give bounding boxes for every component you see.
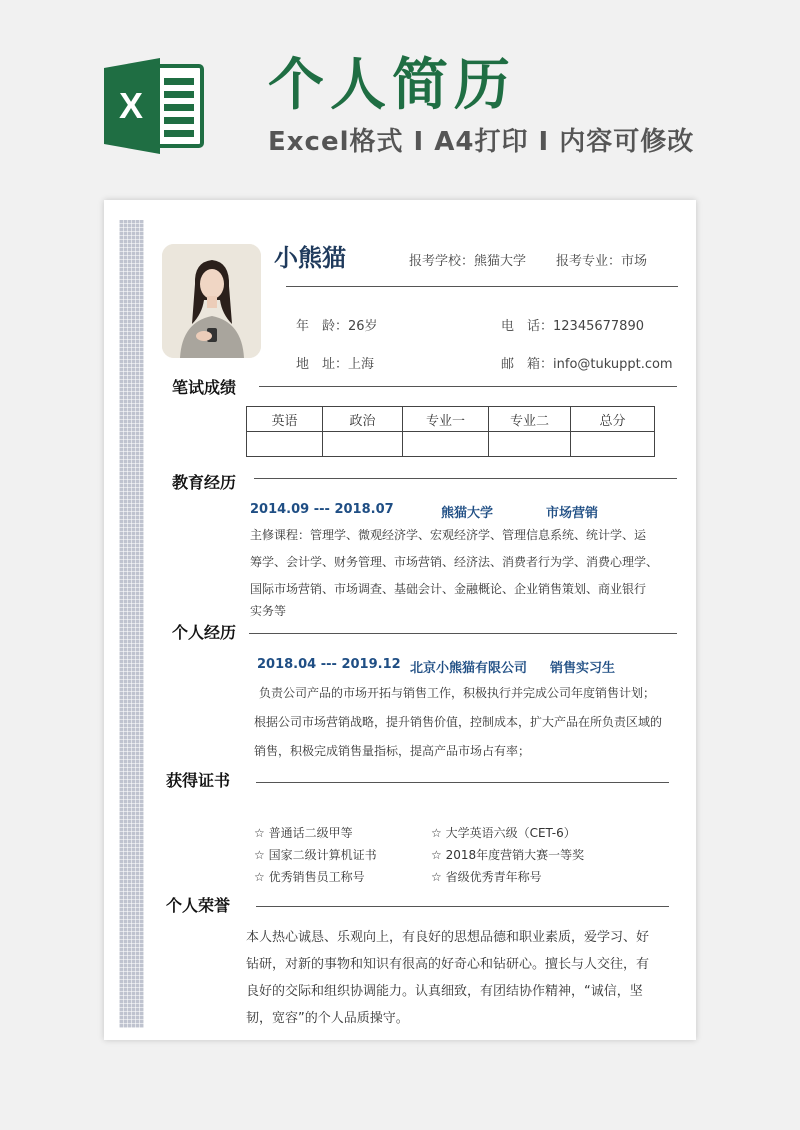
text-line: 本人热心诚恳、乐观向上，有良好的思想品德和职业素质，爱学习、好 bbox=[246, 930, 650, 945]
text-line: 韧，宽容”的个人品质操守。 bbox=[246, 1011, 409, 1026]
text-line: 筹学、会计学、财务管理、市场营销、经济法、消费者行为学、消费心理学、 bbox=[250, 555, 659, 569]
candidate-name: 小熊猫 bbox=[274, 244, 346, 272]
section-title-education: 教育经历 bbox=[172, 473, 237, 492]
text-line: 良好的交际和组织协调能力。认真细致，有团结协作精神，“诚信，坚 bbox=[246, 984, 643, 999]
experience-role: 销售实习生 bbox=[550, 661, 616, 676]
certificates-left-list bbox=[254, 822, 377, 888]
education-school: 熊猫大学 bbox=[441, 506, 494, 521]
phone-label: 电 话： bbox=[501, 319, 554, 334]
age-row bbox=[296, 315, 378, 334]
score-cell bbox=[571, 432, 655, 457]
honors-paragraph bbox=[246, 924, 666, 1032]
education-period: 2014.09 --- 2018.07 bbox=[250, 502, 394, 517]
divider bbox=[256, 906, 669, 907]
list-item: ☆ 国家二级计算机证书 bbox=[254, 848, 377, 862]
education-major: 市场营销 bbox=[546, 506, 599, 521]
list-item: ☆ 大学英语六级（CET-6） bbox=[431, 826, 576, 840]
address-label: 地 址： bbox=[296, 357, 349, 372]
list-item: ☆ 省级优秀青年称号 bbox=[431, 870, 542, 884]
text-line: 国际市场营销、市场调查、基础会计、金融概论、企业销售策划、商业银行 bbox=[250, 582, 647, 596]
section-title-certificates: 获得证书 bbox=[166, 771, 231, 790]
divider bbox=[249, 633, 677, 634]
score-cell bbox=[489, 432, 571, 457]
banner-title: 个人简历 bbox=[268, 53, 516, 118]
resume-paper bbox=[104, 200, 696, 1040]
list-item: ☆ 2018年度营销大赛一等奖 bbox=[431, 848, 585, 862]
address-value: 上海 bbox=[348, 357, 375, 372]
divider bbox=[256, 782, 669, 783]
email-label: 邮 箱： bbox=[501, 357, 554, 372]
text-line: 根据公司市场营销战略，提升销售价值，控制成本，扩大产品在所负责区域的 bbox=[254, 715, 663, 729]
email-row bbox=[501, 353, 673, 372]
experience-period: 2018.04 --- 2019.12 bbox=[257, 657, 401, 672]
divider bbox=[254, 478, 677, 479]
header-cell: 英语 bbox=[247, 407, 323, 432]
section-title-honors: 个人荣誉 bbox=[166, 896, 231, 915]
text-line: 钻研，对新的事物和知识有很高的好奇心和钻研心。擅长与人交往，有 bbox=[246, 957, 650, 972]
text-line: 实务等 bbox=[250, 604, 287, 618]
phone-row bbox=[501, 315, 644, 334]
age-value: 26岁 bbox=[348, 319, 378, 334]
header-cell: 政治 bbox=[323, 407, 403, 432]
education-courses bbox=[250, 522, 658, 619]
excel-logo-icon bbox=[104, 58, 204, 154]
score-cell bbox=[247, 432, 323, 457]
header-cell: 总分 bbox=[571, 407, 655, 432]
address-row bbox=[296, 353, 374, 372]
section-title-experience: 个人经历 bbox=[172, 623, 237, 642]
target-school: 报考学校：熊猫大学 bbox=[409, 254, 527, 269]
table-row bbox=[247, 432, 655, 457]
scores-table bbox=[246, 406, 655, 457]
text-line: 负责公司产品的市场开拓与销售工作，积极执行并完成公司年度销售计划； bbox=[259, 686, 656, 700]
list-item: ☆ 普通话二级甲等 bbox=[254, 826, 353, 840]
score-cell bbox=[403, 432, 489, 457]
score-cell bbox=[323, 432, 403, 457]
header-cell: 专业二 bbox=[489, 407, 571, 432]
phone-value: 12345677890 bbox=[553, 319, 644, 334]
banner-subtitle: Excel格式 I A4打印 I 内容可修改 bbox=[268, 127, 695, 157]
divider bbox=[286, 286, 678, 287]
avatar-photo bbox=[162, 244, 261, 358]
target-major: 报考专业：市场 bbox=[556, 254, 648, 269]
text-line: 主修课程：管理学、微观经济学、宏观经济学、管理信息系统、统计学、运 bbox=[250, 528, 647, 542]
text-line: 销售，积极完成销售量指标，提高产品市场占有率； bbox=[254, 744, 531, 758]
decorative-side-strip bbox=[119, 220, 144, 1028]
age-label: 年 龄： bbox=[296, 319, 349, 334]
list-item: ☆ 优秀销售员工称号 bbox=[254, 870, 365, 884]
email-value: info@tukuppt.com bbox=[553, 357, 673, 372]
divider bbox=[259, 386, 677, 387]
experience-description bbox=[254, 679, 662, 766]
section-title-scores: 笔试成绩 bbox=[172, 378, 237, 397]
table-header-row bbox=[247, 407, 655, 432]
header-cell: 专业一 bbox=[403, 407, 489, 432]
certificates-right-list bbox=[431, 822, 584, 888]
experience-company: 北京小熊猫有限公司 bbox=[410, 661, 528, 676]
logo-letter: X bbox=[118, 85, 144, 126]
